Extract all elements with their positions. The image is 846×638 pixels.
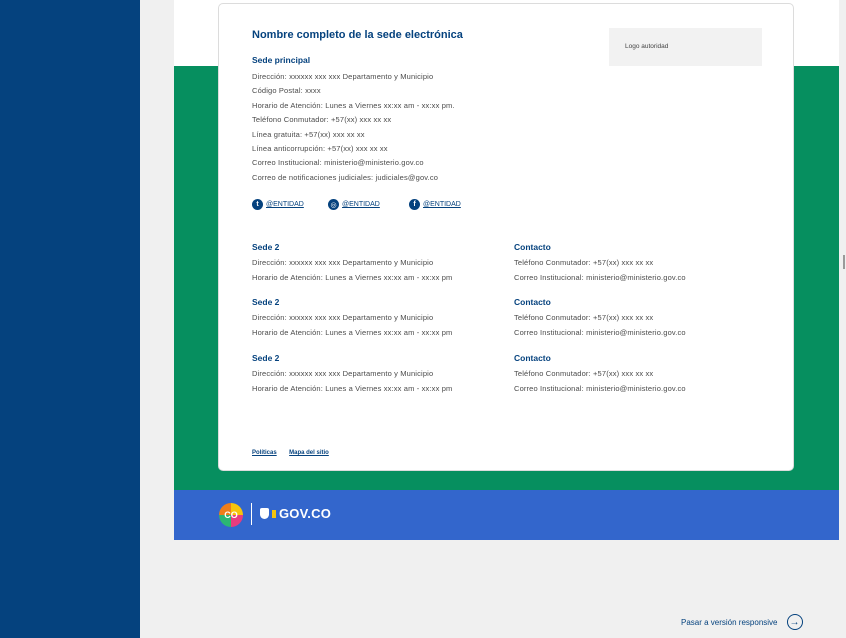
office-address: Dirección: xxxxxx xxx xxx Departamento y Municipio bbox=[252, 313, 434, 322]
office-contact-block bbox=[514, 242, 686, 285]
twitter-handle[interactable]: @ENTIDAD bbox=[266, 201, 304, 208]
sede-title: Nombre completo de la sede electrónica bbox=[252, 29, 463, 41]
main-office-free-line: Línea gratuita: +57(xx) xxx xx xx bbox=[252, 129, 365, 139]
office-block bbox=[252, 353, 452, 396]
sitemap-link[interactable]: Mapa del sitio bbox=[289, 450, 329, 456]
logo-divider bbox=[251, 503, 252, 525]
office-block bbox=[252, 242, 452, 285]
office-title: Sede 2 bbox=[252, 353, 280, 363]
shield-icon bbox=[260, 508, 269, 519]
responsive-version-label[interactable]: Pasar a versión responsive bbox=[681, 617, 778, 627]
main-office-phone: Teléfono Conmutador: +57(xx) xxx xx xx bbox=[252, 115, 392, 125]
instagram-handle[interactable]: @ENTIDAD bbox=[342, 201, 380, 208]
office-address: Dirección: xxxxxx xxx xxx Departamento y Municipio bbox=[252, 258, 434, 267]
instagram-icon: ◎ bbox=[328, 199, 339, 210]
office-contact-title: Contacto bbox=[514, 353, 551, 363]
office-contact-email: Correo Institucional: ministerio@ministerio.gov.co bbox=[514, 383, 686, 393]
office-hours: Horario de Atención: Lunes a Viernes xx:xx am - xx:xx pm bbox=[252, 272, 453, 282]
office-title: Sede 2 bbox=[252, 297, 280, 307]
main-office-title: Sede principal bbox=[252, 55, 311, 65]
policies-link[interactable]: Políticas bbox=[252, 450, 277, 456]
main-office-address: Dirección: xxxxxx xxx xxx Departamento y Municipio bbox=[252, 72, 434, 81]
facebook-handle[interactable]: @ENTIDAD bbox=[423, 201, 461, 208]
office-hours: Horario de Atención: Lunes a Viernes xx:xx am - xx:xx pm bbox=[252, 327, 453, 337]
facebook-icon: f bbox=[409, 199, 420, 210]
main-office-email: Correo Institucional: ministerio@ministerio.gov.co bbox=[252, 158, 424, 168]
main-office-hours: Horario de Atención: Lunes a Viernes xx:xx am - xx:xx pm. bbox=[252, 100, 455, 110]
scroll-edge-marker bbox=[843, 255, 845, 269]
office-hours: Horario de Atención: Lunes a Viernes xx:xx am - xx:xx pm bbox=[252, 383, 453, 393]
main-office-anticorruption-line: Línea anticorrupción: +57(xx) xxx xx xx bbox=[252, 143, 388, 153]
colombia-co-logo bbox=[219, 503, 243, 527]
footer-links bbox=[252, 441, 337, 459]
office-contact-phone: Teléfono Conmutador: +57(xx) xxx xx xx bbox=[514, 313, 654, 322]
govco-text: GOV.CO bbox=[279, 506, 332, 521]
footer-card bbox=[218, 3, 794, 471]
office-block bbox=[252, 297, 452, 340]
twitter-icon: t bbox=[252, 199, 263, 210]
flag-icon bbox=[272, 510, 276, 518]
social-link-twitter[interactable] bbox=[252, 199, 304, 210]
social-link-instagram[interactable] bbox=[328, 199, 380, 210]
office-contact-title: Contacto bbox=[514, 297, 551, 307]
main-office-judicial-email: Correo de notificaciones judiciales: judiciales@gov.co bbox=[252, 172, 439, 182]
left-sidebar-panel bbox=[0, 0, 140, 638]
office-title: Sede 2 bbox=[252, 242, 280, 252]
main-office-postal-code: Código Postal: xxxx bbox=[252, 86, 321, 96]
authority-logo-placeholder: Logo autoridad bbox=[609, 28, 762, 66]
main-office-block bbox=[252, 55, 455, 185]
govco-logo[interactable] bbox=[260, 506, 331, 521]
office-contact-email: Correo Institucional: ministerio@ministerio.gov.co bbox=[514, 272, 686, 282]
office-contact-block bbox=[514, 297, 686, 340]
arrow-right-circle-icon[interactable]: → bbox=[787, 614, 803, 630]
office-contact-title: Contacto bbox=[514, 242, 551, 252]
office-contact-email: Correo Institucional: ministerio@ministerio.gov.co bbox=[514, 327, 686, 337]
office-contact-block bbox=[514, 353, 686, 396]
social-links bbox=[252, 199, 552, 212]
office-address: Dirección: xxxxxx xxx xxx Departamento y Municipio bbox=[252, 369, 434, 378]
responsive-version-button[interactable] bbox=[681, 614, 803, 630]
social-link-facebook[interactable] bbox=[409, 199, 461, 210]
co-logo-text: CO bbox=[224, 510, 238, 520]
office-contact-phone: Teléfono Conmutador: +57(xx) xxx xx xx bbox=[514, 369, 654, 378]
office-contact-phone: Teléfono Conmutador: +57(xx) xxx xx xx bbox=[514, 258, 654, 267]
